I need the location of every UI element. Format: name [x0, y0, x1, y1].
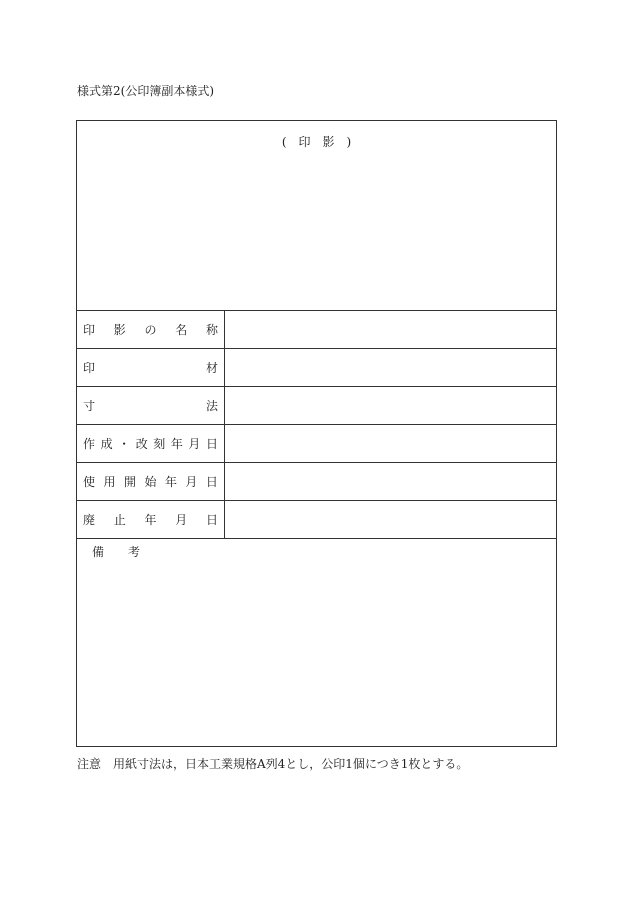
label-char: の [144, 322, 157, 337]
creation-date-value-cell[interactable] [226, 425, 556, 462]
row-start-date [77, 463, 556, 501]
row-dimensions [77, 387, 556, 425]
label-char: 日 [205, 512, 218, 527]
label-char: 名 [175, 322, 188, 337]
seal-name-value-cell[interactable] [226, 311, 556, 348]
label-char: 法 [205, 398, 218, 413]
row-label-seal-material [77, 349, 225, 386]
row-seal-name [77, 311, 556, 349]
label-char: ・ [118, 436, 131, 451]
footnote: 注意 用紙寸法は，日本工業規格A列4とし，公印1個につき1枚とする。 [77, 757, 469, 771]
seal-impression-heading: ( 印 影 ) [281, 135, 352, 149]
dimensions-value-cell[interactable] [226, 387, 556, 424]
seal-impression-area [77, 121, 556, 311]
label-char: 印 [83, 360, 96, 375]
row-label-abolition-date [77, 501, 225, 538]
start-date-value-cell[interactable] [226, 463, 556, 500]
seal-material-value-cell[interactable] [226, 349, 556, 386]
label-char: 材 [205, 360, 218, 375]
label-char: 日 [205, 474, 218, 489]
row-creation-date [77, 425, 556, 463]
label-char: 用 [103, 474, 116, 489]
label-char: 開 [123, 474, 136, 489]
label-char: 年 [164, 474, 177, 489]
label-char: 称 [205, 322, 218, 337]
row-label-creation-date [77, 425, 225, 462]
label-char: 始 [144, 474, 157, 489]
label-char: 止 [113, 512, 126, 527]
row-label-seal-name [77, 311, 225, 348]
label-char: 廃 [83, 512, 96, 527]
label-char: 月 [188, 436, 201, 451]
label-char: 月 [185, 474, 198, 489]
label-char: 寸 [83, 398, 96, 413]
label-char: 年 [170, 436, 183, 451]
abolition-date-value-cell[interactable] [226, 501, 556, 538]
row-abolition-date [77, 501, 556, 539]
label-char: 刻 [153, 436, 166, 451]
label-char: 月 [175, 512, 188, 527]
row-label-start-date [77, 463, 225, 500]
form-title: 様式第2(公印簿副本様式) [77, 84, 214, 98]
label-char: 影 [113, 322, 126, 337]
remarks-label: 備 考 [92, 545, 141, 559]
label-char: 作 [83, 436, 96, 451]
label-char: 改 [135, 436, 148, 451]
row-label-dimensions [77, 387, 225, 424]
label-char: 印 [83, 322, 96, 337]
label-char: 日 [205, 436, 218, 451]
remarks-area[interactable] [77, 537, 556, 746]
seal-register-form [76, 120, 557, 747]
label-char: 年 [144, 512, 157, 527]
row-seal-material [77, 349, 556, 387]
label-char: 使 [83, 474, 96, 489]
label-char: 成 [100, 436, 113, 451]
